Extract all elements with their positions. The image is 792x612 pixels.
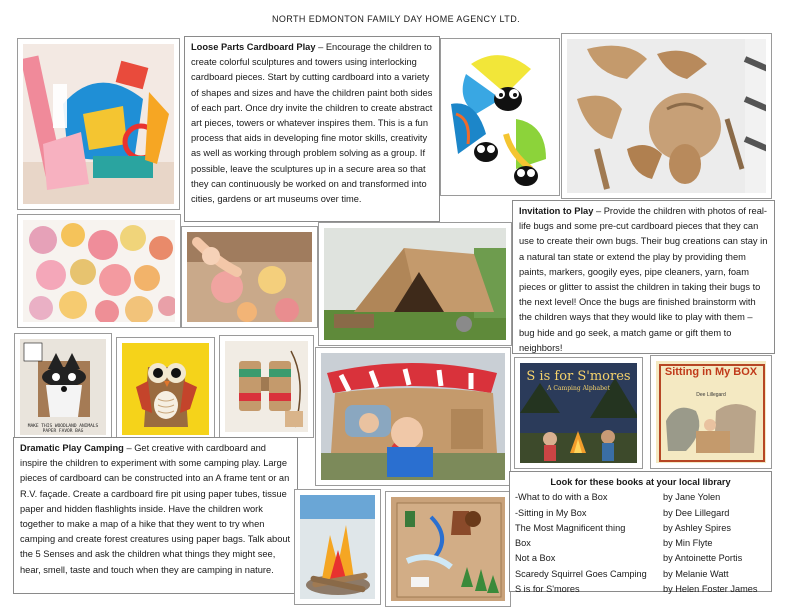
camping-heading: Dramatic Play Camping	[20, 443, 124, 453]
map-illustration	[391, 497, 505, 601]
library-books-box	[509, 471, 772, 595]
book-list-item	[515, 582, 766, 597]
book-title: S is for S'mores	[515, 584, 580, 595]
photo-cardboard-sculpture	[17, 38, 180, 210]
book-list-item	[515, 521, 766, 536]
binoculars-illustration	[225, 341, 308, 432]
book-title: -What to do with a Box	[515, 492, 608, 503]
invitation-heading: Invitation to Play	[519, 206, 594, 216]
rv-illustration	[321, 353, 505, 480]
book-author: by Antoinette Portis	[663, 553, 743, 564]
book-author: by Ashley Spires	[663, 522, 731, 533]
loose-parts-textbox	[184, 36, 440, 222]
sculpture-illustration	[23, 44, 174, 204]
photo-fire-pit	[294, 489, 381, 605]
photo-child-with-circles	[181, 226, 318, 328]
camping-textbox	[13, 437, 298, 594]
photo-cardboard-tent	[318, 222, 512, 346]
book-cover-sitting-in-my-box	[650, 355, 772, 469]
book-title: Box	[515, 538, 531, 549]
library-books-title: Look for these books at your local library	[550, 477, 731, 487]
book-title: The Most Magnificent thing	[515, 522, 626, 533]
circles-illustration	[23, 220, 175, 322]
camping-body: – Get creative with cardboard and inspire the children to experiment with some camping play. Large pieces of cardboard can be constructed into an A frame tent or an R.V. façade. Create a cardboard fire pit using paper tubes, tissue paper and hidden flashlights inside. Have the children work together to make a map of a hike that they went to try when camping and create forest creatures using paper bags. Talk about the 5 Senses and ask the children what things they might see, hear, smell, taste and touch when they are camping in nature.	[20, 443, 291, 575]
loose-parts-body: – Encourage the children to create colorful sculptures and towers using interlocking cardboard pieces. Start by cutting cardboard into a variety of shapes and sizes and have the children paint both sides of each part. Once dry invite the children to create abstract art pieces, towers or whatever inspires them. This is a fun process that aids in developing fine motor skills, creativity as well as working through problem solving as a group. If possible, leave the sculptures up in a secure area so that they can continuously be worked on and transformed into cities, gardens or art museums over time.	[191, 42, 433, 205]
invitation-textbox	[512, 200, 775, 354]
smores-cover-subtitle: A Camping Alphabet	[547, 385, 610, 392]
cardboard-bugs-illustration	[567, 39, 766, 193]
book-list-item	[515, 506, 766, 521]
book-author: by Melanie Watt	[663, 568, 729, 579]
box-cover-author: Dee Lillegard	[696, 392, 726, 398]
loose-parts-heading: Loose Parts Cardboard Play	[191, 42, 316, 52]
photo-rv-facade	[315, 347, 511, 486]
raccoon-sign-text: MAKE THIS WOODLAND ANIMALS PAPER FAVOR BAG	[27, 424, 99, 434]
photo-painted-circles	[17, 214, 181, 328]
photo-cardboard-bugs	[561, 33, 772, 199]
photo-colorful-bugs	[440, 38, 560, 196]
book-author: by Helen Foster James	[663, 584, 758, 595]
child-circles-illustration	[187, 232, 312, 322]
photo-hike-map	[385, 491, 511, 607]
photo-owl	[116, 337, 215, 441]
raccoon-illustration	[20, 339, 106, 435]
box-cover-title: Sitting in My BOX	[664, 366, 758, 378]
invitation-body: – Provide the children with photos of real-life bugs and some pre-cut cardboard pieces that they can use to create their own bugs. Their bug creations can stay in a natural tan state or extend the play by providing them paints, markers, googily eyes, pipe cleaners, yarn, foam pieces or glitter to assist the children in taking their bugs to the next level! Once the bugs are finished brainstorm with the children ways that they would like to play with them – bug hide and go seek, a match game or gift them to neighbors!	[519, 206, 768, 353]
book-author: by Dee Lillegard	[663, 507, 730, 518]
book-author: by Min Flyte	[663, 538, 713, 549]
page-header: NORTH EDMONTON FAMILY DAY HOME AGENCY LTD.	[271, 14, 520, 24]
fire-pit-illustration	[300, 495, 375, 599]
book-title: Not a Box	[515, 553, 556, 564]
tent-illustration	[324, 228, 506, 340]
book-list-item	[515, 490, 766, 505]
photo-raccoon-bag	[14, 333, 112, 441]
book-list-item	[515, 551, 766, 566]
bugs-illustration	[446, 44, 554, 190]
owl-illustration	[122, 343, 209, 435]
book-list-item	[515, 536, 766, 551]
book-cover-s-is-for-smores	[514, 357, 643, 469]
book-title: Scaredy Squirrel Goes Camping	[515, 568, 647, 579]
book-author: by Jane Yolen	[663, 492, 721, 503]
photo-binoculars	[219, 335, 314, 438]
smores-cover-title: S is for S'mores	[526, 369, 631, 384]
book-title: -Sitting in My Box	[515, 507, 587, 518]
book-list-item	[515, 567, 766, 582]
